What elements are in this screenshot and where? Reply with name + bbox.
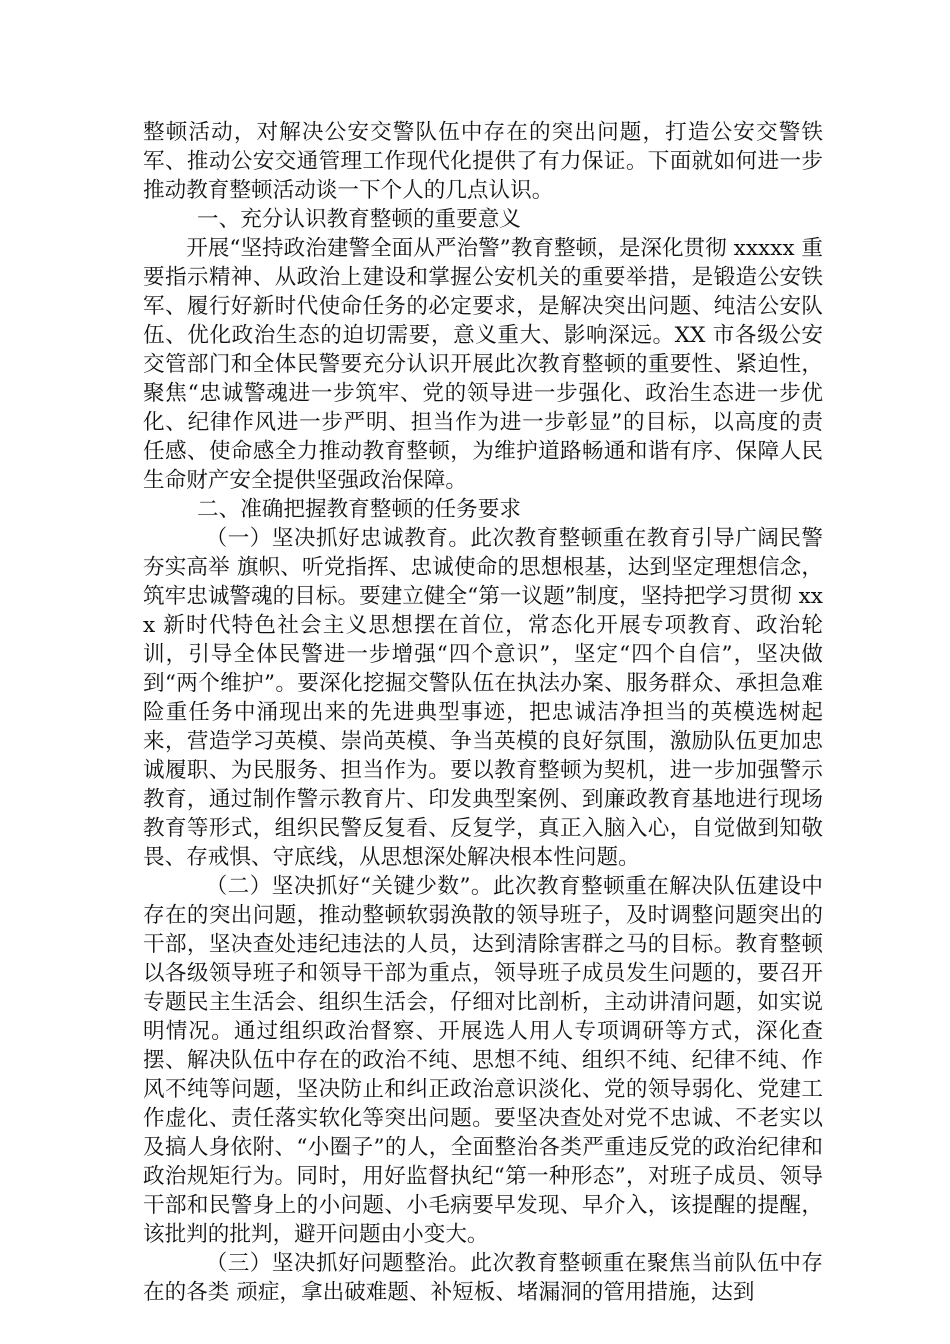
section-heading-2: 二、准确把握教育整顿的任务要求 — [197, 497, 521, 522]
document-body — [143, 118, 823, 1307]
paragraph-intro: 整顿活动，对解决公安交警队伍中存在的突出问题，打造公安交警铁军、推动公安交通管理工作现代化提供了有力保证。下面就如何进一步推动教育整顿活动谈一下个人的几点认识。 — [143, 120, 823, 203]
paragraph-key-minority: （二）坚决抓好“关键少数”。此次教育整顿重在解决队伍建设中存在的突出问题，推动整顿软弱涣散的领导班子，及时调整问题突出的干部，坚决查处违纪违法的人员，达到清除害群之马的目标。教育整顿以各级领导班子和领导干部为重点，领导班子成员发生问题的，要召开专题民主生活会、组织生活会，仔细对比剖析，主动讲清问题，如实说明情况。通过组织政治督察、开展选人用人专项调研等方式，深化查摆、解决队伍中存在的政治不纯、思想不纯、组织不纯、纪律不纯、作风不纯等问题，坚决防止和纠正政治意识淡化、党的领导弱化、党建工作虚化、责任落实软化等突出问题。要坚决查处对党不忠诚、不老实以及搞人身依附、“小圈子”的人，全面整治各类严重违反党的政治纪律和政治规矩行为。同时，用好监督执纪“第一种形态”，对班子成员、领导干部和民警身上的小问题、小毛病要早发现、早介入，该提醒的提醒，该批判的批判，避开问题由小变大。 — [143, 874, 823, 1247]
paragraph-loyalty-education: （一）坚决抓好忠诚教育。此次教育整顿重在教育引导广阔民警夯实高举 旗帜、听党指挥、忠诚使命的思想根基，达到坚定理想信念，筑牢忠诚警魂的目标。要建立健全“第一议题”制度，坚持把学习贯彻 xxx 新时代特色社会主义思想摆在首位，常态化开展专项教育、政治轮训，引导全体民警进一步增强“四个意识”，坚定“四个自信”，坚决做到“两个维护”。要深化挖掘交警队伍在执法办案、服务群众、承担急难险重任务中涌现出来的先进典型事迹，把忠诚洁净担当的英模选树起来，营造学习英模、崇尚英模、争当英模的良好氛围，激励队伍更加忠诚履职、为民服务、担当作为。要以教育整顿为契机，进一步加强警示教育，通过制作警示教育片、印发典型案例、到廉政教育基地进行现场教育等形式，组织民警反复看、反复学，真正入脑入心，自觉做到知敬畏、存戒惧、守底线，从思想深处解决根本性问题。 — [143, 526, 823, 870]
paragraph-significance: 开展“坚持政治建警全面从严治警”教育整顿，是深化贯彻 xxxxx 重要指示精神、从政治上建设和掌握公安机关的重要举措，是锻造公安铁军、履行好新时代使命任务的必定要求，是解决突出问题、纯洁公安队伍、优化政治生态的迫切需要，意义重大、影响深远。XX 市各级公安交管部门和全体民警要充分认识开展此次教育整顿的重要性、紧迫性，聚焦“忠诚警魂进一步筑牢、党的领导进一步强化、政治生态进一步优化、纪律作风进一步严明、担当作为进一步彰显”的目标，以高度的责任感、使命感全力推动教育整顿，为维护道路畅通和谐有序、保障人民生命财产安全提供坚强政治保障。 — [143, 236, 823, 493]
section-heading-1: 一、充分认识教育整顿的重要意义 — [197, 207, 521, 232]
paragraph-problem-rectification: （三）坚决抓好问题整治。此次教育整顿重在聚焦当前队伍中存在的各类 顽症，拿出破难题、补短板、堵漏洞的管用措施，达到 — [143, 1251, 823, 1305]
